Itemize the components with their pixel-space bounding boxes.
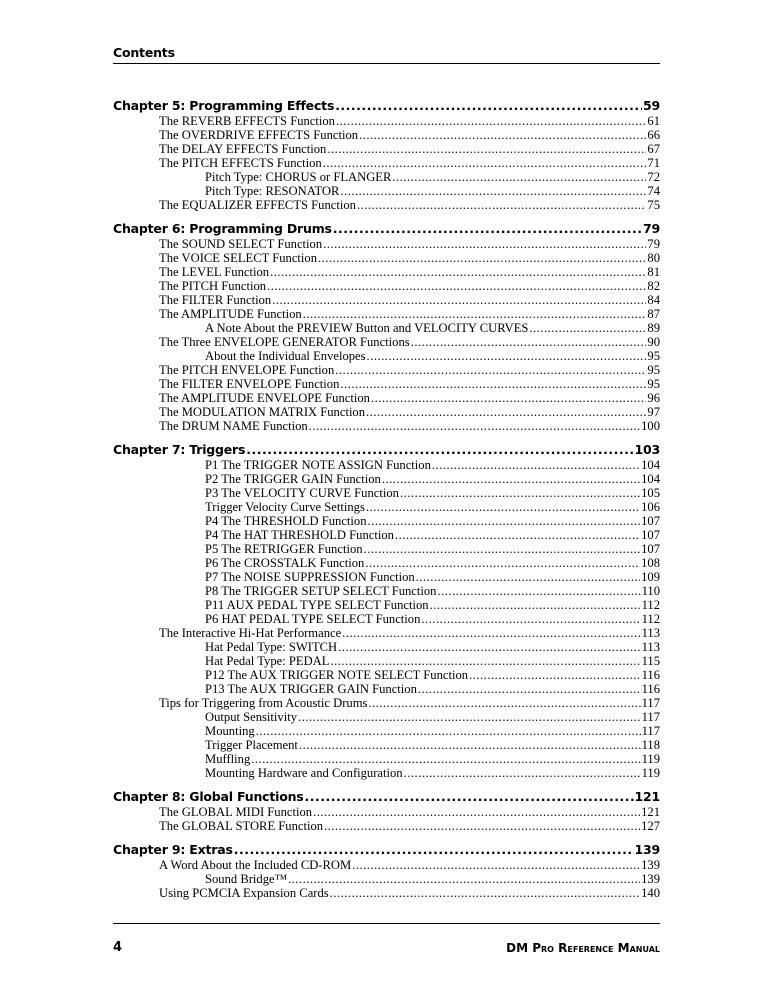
toc-entry[interactable] — [113, 377, 660, 391]
entry-page-number: 115 — [641, 654, 660, 668]
entry-page-number: 74 — [647, 184, 660, 198]
entry-page-number: 79 — [647, 237, 660, 251]
chapter-heading[interactable] — [113, 221, 660, 237]
footer-page-number: 4 — [113, 940, 123, 955]
entry-title: The LEVEL Function — [159, 265, 270, 279]
entry-title: A Note About the PREVIEW Button and VELOCITY CURVES — [205, 321, 529, 335]
entry-page-number: 104 — [641, 472, 660, 486]
footer-manual-title: DM Pro Reference Manual — [506, 941, 660, 955]
entry-page-number: 97 — [647, 405, 660, 419]
footer-rule — [113, 923, 660, 924]
entry-page-number: 121 — [641, 805, 660, 819]
dot-leader — [395, 528, 640, 542]
entry-title: P13 The AUX TRIGGER GAIN Function — [205, 682, 417, 696]
toc-entry[interactable] — [113, 198, 660, 212]
entry-title: Tips for Triggering from Acoustic Drums — [159, 696, 368, 710]
toc-entry[interactable] — [113, 335, 660, 349]
toc-entry[interactable] — [113, 307, 660, 321]
entry-page-number: 112 — [641, 612, 660, 626]
entry-title: The OVERDRIVE EFFECTS Function — [159, 128, 359, 142]
entry-page-number: 106 — [641, 500, 660, 514]
entry-title: The FILTER Function — [159, 293, 272, 307]
toc-entry[interactable] — [113, 612, 660, 626]
entry-page-number: 71 — [647, 156, 660, 170]
dot-leader — [469, 668, 640, 682]
entry-title: The GLOBAL STORE Function — [159, 819, 324, 833]
entry-page-number: 119 — [641, 766, 660, 780]
entry-title: The PITCH Function — [159, 279, 267, 293]
entry-title: Trigger Placement — [205, 738, 298, 752]
dot-leader — [333, 221, 642, 237]
dot-leader — [368, 514, 641, 528]
dot-leader — [270, 265, 646, 279]
entry-title: Hat Pedal Type: SWITCH — [205, 640, 338, 654]
toc-entry[interactable] — [113, 752, 660, 766]
chapter-page-number: 121 — [634, 789, 660, 804]
entry-title: The EQUALIZER EFFECTS Function — [159, 198, 356, 212]
chapter-title: Chapter 6: Programming Drums — [113, 221, 332, 236]
entry-title: The VOICE SELECT Function — [159, 251, 317, 265]
entry-page-number: 82 — [647, 279, 660, 293]
chapter-heading[interactable] — [113, 442, 660, 458]
entry-title: The AMPLITUDE Function — [159, 307, 302, 321]
entry-title: Hat Pedal Type: PEDAL — [205, 654, 330, 668]
dot-leader — [267, 279, 646, 293]
entry-title: P4 The HAT THRESHOLD Function — [205, 528, 394, 542]
entry-page-number: 107 — [641, 514, 660, 528]
dot-leader — [368, 696, 640, 710]
entry-page-number: 100 — [641, 419, 660, 433]
entry-page-number: 113 — [641, 640, 660, 654]
dot-leader — [309, 419, 640, 433]
dot-leader — [392, 170, 646, 184]
dot-leader — [340, 377, 646, 391]
entry-page-number: 107 — [641, 528, 660, 542]
chapter-title: Chapter 7: Triggers — [113, 442, 246, 457]
chapter-page-number: 103 — [634, 442, 660, 457]
dot-leader — [324, 819, 640, 833]
toc-entry[interactable] — [113, 391, 660, 405]
entry-page-number: 96 — [647, 391, 660, 405]
dot-leader — [342, 626, 640, 640]
entry-page-number: 105 — [641, 486, 660, 500]
entry-page-number: 95 — [647, 363, 660, 377]
entry-page-number: 108 — [641, 556, 660, 570]
toc-entry[interactable] — [113, 184, 660, 198]
dot-leader — [371, 391, 646, 405]
entry-title: P1 The TRIGGER NOTE ASSIGN Function — [205, 458, 431, 472]
toc-entry[interactable] — [113, 668, 660, 682]
dot-leader — [234, 842, 634, 858]
chapter-page-number: 139 — [634, 842, 660, 857]
entry-title: Muffling — [205, 752, 251, 766]
dot-leader — [430, 598, 641, 612]
dot-leader — [411, 335, 647, 349]
toc-entry[interactable] — [113, 766, 660, 780]
entry-page-number: 119 — [641, 752, 660, 766]
entry-title: P2 The TRIGGER GAIN Function — [205, 472, 381, 486]
entry-page-number: 113 — [641, 626, 660, 640]
entry-page-number: 116 — [641, 668, 660, 682]
toc-entry[interactable] — [113, 458, 660, 472]
toc-entry[interactable] — [113, 710, 660, 724]
toc-entry[interactable] — [113, 724, 660, 738]
toc-entry[interactable] — [113, 570, 660, 584]
toc-entry[interactable] — [113, 237, 660, 251]
dot-leader — [330, 886, 640, 900]
toc-entry[interactable] — [113, 142, 660, 156]
entry-page-number: 67 — [647, 142, 660, 156]
entry-page-number: 104 — [641, 458, 660, 472]
entry-page-number: 139 — [641, 858, 660, 872]
toc-entry[interactable] — [113, 805, 660, 819]
entry-title: Pitch Type: CHORUS or FLANGER — [205, 170, 392, 184]
toc-entry[interactable] — [113, 363, 660, 377]
dot-leader — [421, 612, 640, 626]
entry-title: P8 The TRIGGER SETUP SELECT Function — [205, 584, 437, 598]
entry-title: The Interactive Hi-Hat Performance — [159, 626, 342, 640]
entry-title: P7 The NOISE SUPPRESSION Function — [205, 570, 415, 584]
dot-leader — [251, 752, 640, 766]
dot-leader — [366, 405, 646, 419]
entry-page-number: 127 — [641, 819, 660, 833]
toc-entry[interactable] — [113, 419, 660, 433]
entry-title: Pitch Type: RESONATOR — [205, 184, 340, 198]
entry-title: P4 The THRESHOLD Function — [205, 514, 367, 528]
toc-entry[interactable] — [113, 682, 660, 696]
dot-leader — [272, 293, 646, 307]
entry-page-number: 95 — [647, 349, 660, 363]
dot-leader — [437, 584, 640, 598]
entry-page-number: 87 — [647, 307, 660, 321]
toc-entry[interactable] — [113, 349, 660, 363]
chapter-title: Chapter 9: Extras — [113, 842, 233, 857]
toc-entry[interactable] — [113, 486, 660, 500]
entry-page-number: 84 — [647, 293, 660, 307]
entry-title: The PITCH ENVELOPE Function — [159, 363, 335, 377]
dot-leader — [365, 556, 640, 570]
entry-title: P5 The RETRIGGER Function — [205, 542, 363, 556]
entry-page-number: 117 — [641, 710, 660, 724]
dot-leader — [336, 114, 646, 128]
entry-title: About the Individual Envelopes — [205, 349, 366, 363]
entry-title: P3 The VELOCITY CURVE Function — [205, 486, 399, 500]
entry-page-number: 107 — [641, 542, 660, 556]
chapter-page-number: 79 — [643, 221, 660, 236]
chapter-title: Chapter 5: Programming Effects — [113, 98, 335, 113]
entry-title: Mounting Hardware and Configuration — [205, 766, 403, 780]
entry-page-number: 110 — [641, 584, 660, 598]
toc-entry[interactable] — [113, 500, 660, 514]
entry-page-number: 75 — [647, 198, 660, 212]
entry-title: Sound Bridge™ — [205, 872, 287, 886]
toc-chapter — [113, 842, 660, 900]
entry-title: The DELAY EFFECTS Function — [159, 142, 327, 156]
dot-leader — [432, 458, 640, 472]
entry-title: P6 The CROSSTALK Function — [205, 556, 365, 570]
toc-chapter — [113, 789, 660, 833]
toc-entry[interactable] — [113, 886, 660, 900]
chapter-heading[interactable] — [113, 98, 660, 114]
dot-leader — [418, 682, 641, 696]
entry-title: The DRUM NAME Function — [159, 419, 308, 433]
entry-page-number: 80 — [647, 251, 660, 265]
dot-leader — [303, 307, 647, 321]
dot-leader — [327, 142, 646, 156]
entry-title: P11 AUX PEDAL TYPE SELECT Function — [205, 598, 429, 612]
dot-leader — [400, 486, 640, 500]
entry-page-number: 117 — [641, 696, 660, 710]
dot-leader — [382, 472, 640, 486]
toc-entry[interactable] — [113, 819, 660, 833]
dot-leader — [246, 442, 633, 458]
toc-chapter — [113, 221, 660, 433]
dot-leader — [366, 500, 640, 514]
dot-leader — [359, 128, 646, 142]
entry-page-number: 89 — [647, 321, 660, 335]
dot-leader — [529, 321, 646, 335]
dot-leader — [323, 237, 646, 251]
toc-entry[interactable] — [113, 472, 660, 486]
entry-title: Trigger Velocity Curve Settings — [205, 500, 365, 514]
dot-leader — [338, 640, 640, 654]
dot-leader — [305, 789, 634, 805]
entry-page-number: 116 — [641, 682, 660, 696]
toc-entry[interactable] — [113, 626, 660, 640]
chapter-heading[interactable] — [113, 789, 660, 805]
toc-entry[interactable] — [113, 265, 660, 279]
entry-title: Mounting — [205, 724, 255, 738]
toc-entry[interactable] — [113, 170, 660, 184]
toc-chapter — [113, 442, 660, 780]
entry-page-number: 95 — [647, 377, 660, 391]
entry-title: The PITCH EFFECTS Function — [159, 156, 322, 170]
toc-entry[interactable] — [113, 293, 660, 307]
dot-leader — [288, 872, 640, 886]
toc-entry[interactable] — [113, 872, 660, 886]
toc-entry[interactable] — [113, 738, 660, 752]
dot-leader — [364, 542, 641, 556]
toc-entry[interactable] — [113, 696, 660, 710]
toc-entry[interactable] — [113, 598, 660, 612]
entry-title: The MODULATION MATRIX Function — [159, 405, 366, 419]
dot-leader — [256, 724, 641, 738]
entry-title: The Three ENVELOPE GENERATOR Functions — [159, 335, 410, 349]
toc-entry[interactable] — [113, 156, 660, 170]
chapter-page-number: 59 — [643, 98, 660, 113]
dot-leader — [313, 805, 640, 819]
toc-entry[interactable] — [113, 556, 660, 570]
toc-chapter — [113, 98, 660, 212]
header-rule — [113, 63, 660, 64]
dot-leader — [335, 363, 646, 377]
entry-title: P6 HAT PEDAL TYPE SELECT Function — [205, 612, 421, 626]
entry-title: Using PCMCIA Expansion Cards — [159, 886, 329, 900]
entry-page-number: 72 — [647, 170, 660, 184]
page-header-title: Contents — [113, 45, 175, 60]
toc-entry[interactable] — [113, 514, 660, 528]
toc-entry[interactable] — [113, 528, 660, 542]
dot-leader — [298, 710, 641, 724]
dot-leader — [367, 349, 647, 363]
entry-title: The GLOBAL MIDI Function — [159, 805, 313, 819]
entry-title: Output Sensitivity — [205, 710, 298, 724]
entry-page-number: 117 — [641, 724, 660, 738]
toc-entry[interactable] — [113, 654, 660, 668]
dot-leader — [330, 654, 640, 668]
toc-entry[interactable] — [113, 251, 660, 265]
entry-title: The FILTER ENVELOPE Function — [159, 377, 340, 391]
entry-page-number: 140 — [641, 886, 660, 900]
table-of-contents — [113, 98, 660, 909]
toc-entry[interactable] — [113, 128, 660, 142]
dot-leader — [299, 738, 641, 752]
entry-page-number: 61 — [647, 114, 660, 128]
dot-leader — [352, 858, 640, 872]
dot-leader — [323, 156, 647, 170]
dot-leader — [416, 570, 640, 584]
toc-entry[interactable] — [113, 321, 660, 335]
entry-title: The SOUND SELECT Function — [159, 237, 323, 251]
entry-page-number: 109 — [641, 570, 660, 584]
entry-title: A Word About the Included CD-ROM — [159, 858, 352, 872]
entry-page-number: 90 — [647, 335, 660, 349]
toc-entry[interactable] — [113, 279, 660, 293]
chapter-title: Chapter 8: Global Functions — [113, 789, 304, 804]
entry-page-number: 112 — [641, 598, 660, 612]
entry-page-number: 118 — [641, 738, 660, 752]
toc-entry[interactable] — [113, 114, 660, 128]
toc-entry[interactable] — [113, 542, 660, 556]
entry-title: The AMPLITUDE ENVELOPE Function — [159, 391, 370, 405]
dot-leader — [340, 184, 646, 198]
entry-page-number: 66 — [647, 128, 660, 142]
dot-leader — [335, 98, 642, 114]
toc-entry[interactable] — [113, 858, 660, 872]
entry-page-number: 81 — [647, 265, 660, 279]
entry-title: The REVERB EFFECTS Function — [159, 114, 335, 128]
dot-leader — [318, 251, 646, 265]
toc-entry[interactable] — [113, 405, 660, 419]
toc-entry[interactable] — [113, 640, 660, 654]
toc-entry[interactable] — [113, 584, 660, 598]
dot-leader — [404, 766, 641, 780]
dot-leader — [357, 198, 646, 212]
entry-title: P12 The AUX TRIGGER NOTE SELECT Function — [205, 668, 469, 682]
entry-page-number: 139 — [641, 872, 660, 886]
chapter-heading[interactable] — [113, 842, 660, 858]
